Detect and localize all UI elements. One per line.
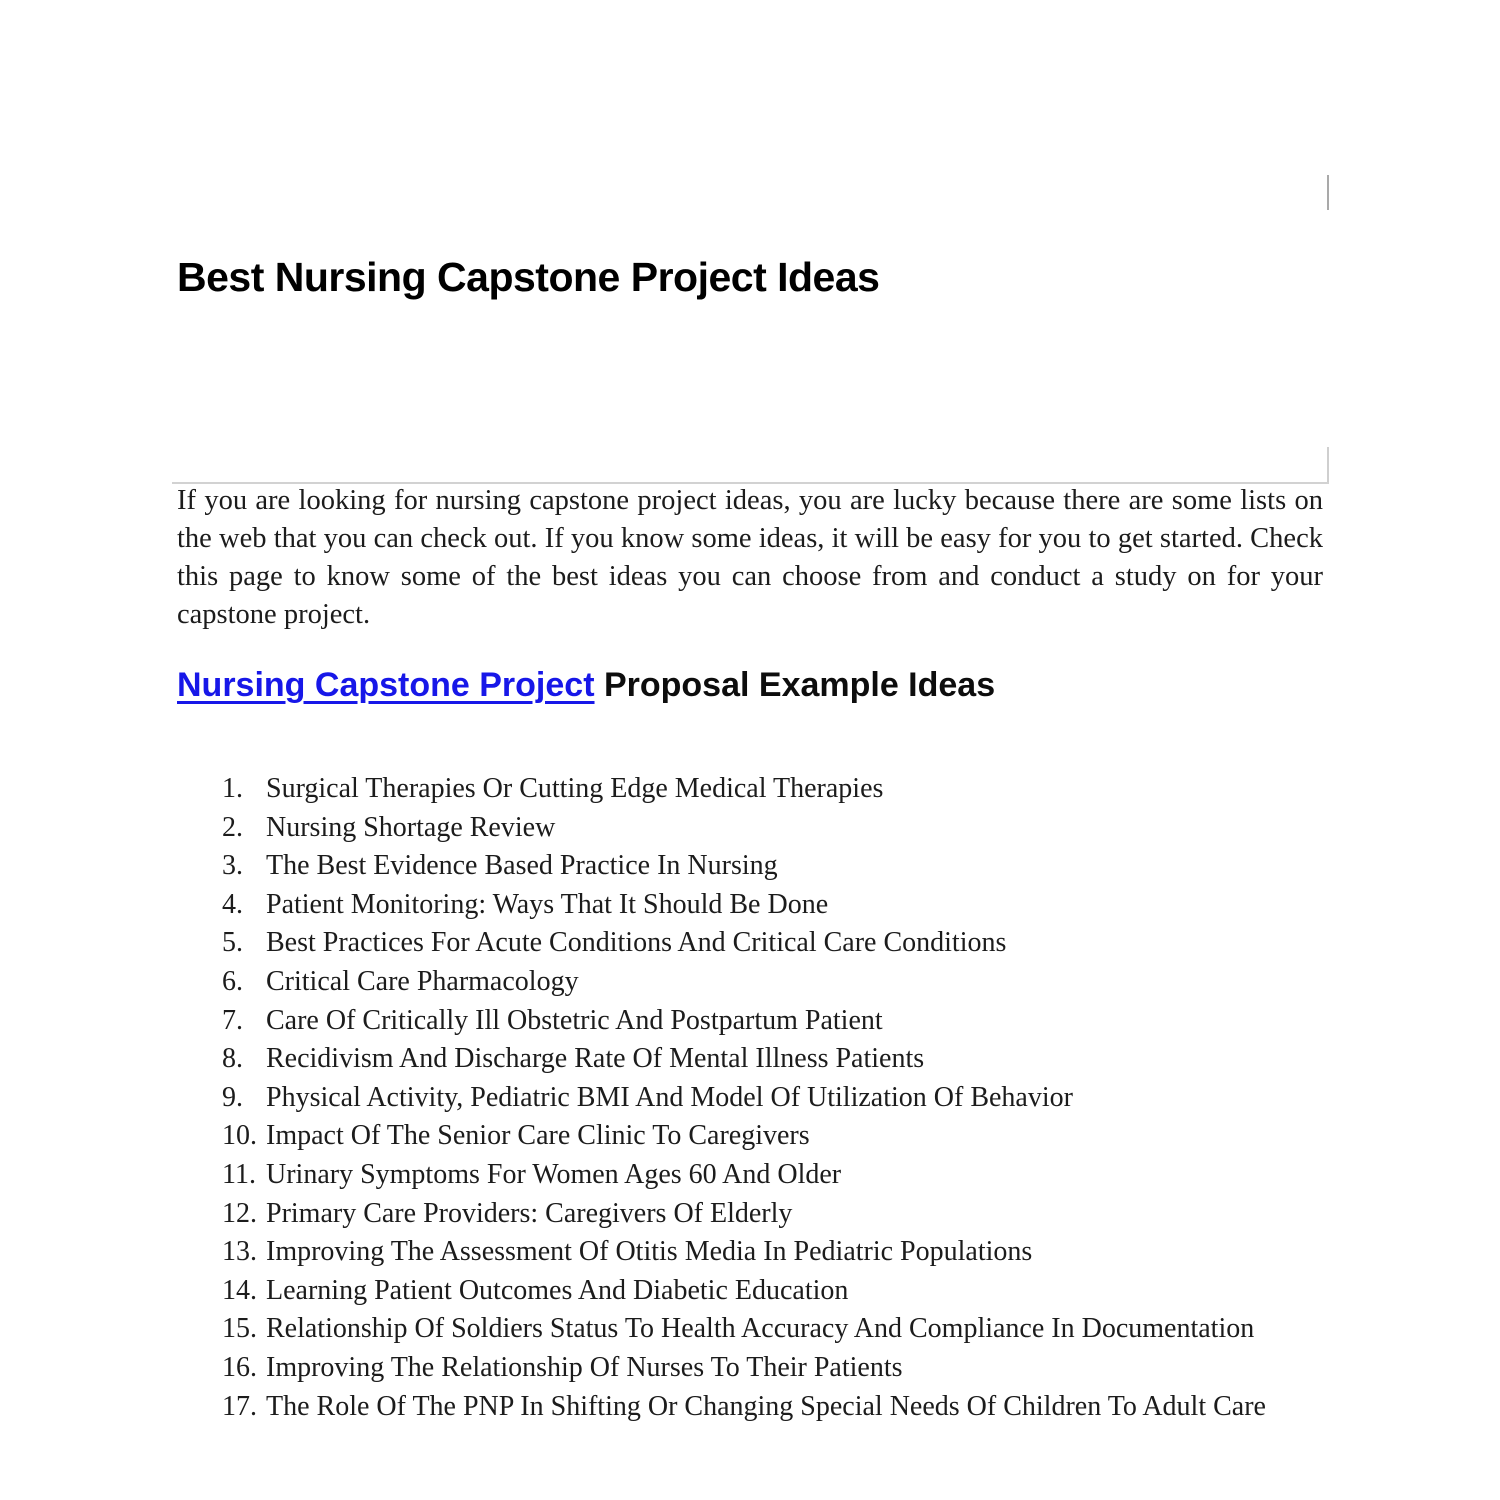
list-item	[177, 1156, 1323, 1195]
list-item	[177, 1195, 1323, 1234]
list-item-text: Care Of Critically Ill Obstetric And Postpartum Patient	[266, 1004, 883, 1036]
frame-artifact-vertical-line-top	[1327, 175, 1329, 210]
list-item	[177, 770, 1323, 809]
list-item-text: Learning Patient Outcomes And Diabetic Education	[266, 1274, 849, 1306]
list-item-text: The Role Of The PNP In Shifting Or Changing Special Needs Of Children To Adult Care	[266, 1390, 1266, 1422]
list-item-number: 12.	[222, 1197, 257, 1229]
list-item	[177, 1233, 1323, 1272]
idea-list	[177, 770, 1323, 1426]
list-item-text: The Best Evidence Based Practice In Nursing	[266, 850, 778, 882]
list-item-text: Impact Of The Senior Care Clinic To Caregivers	[266, 1120, 810, 1152]
list-item	[177, 1349, 1323, 1388]
list-item-number: 15.	[222, 1313, 257, 1345]
list-item-text: Surgical Therapies Or Cutting Edge Medical Therapies	[266, 773, 884, 804]
list-item-text: Patient Monitoring: Ways That It Should Be Done	[266, 888, 829, 920]
list-item-number: 13.	[222, 1236, 257, 1268]
frame-artifact-vertical-line	[1327, 447, 1329, 484]
intro-paragraph: If you are looking for nursing capstone project ideas, you are lucky because there are some lists on the web that you can check out. If you know some ideas, it will be easy for you to get started. Check this page to know some of the best ideas you can choose from and conduct a study on for your capstone project.	[177, 485, 1323, 630]
list-item-number: 5.	[222, 927, 243, 959]
section-heading-rest: Proposal Example Ideas	[594, 666, 996, 704]
list-item	[177, 1310, 1323, 1349]
list-item-number: 11.	[222, 1158, 256, 1190]
list-item-number: 10.	[222, 1120, 257, 1152]
list-item	[177, 1272, 1323, 1311]
page-title: Best Nursing Capstone Project Ideas	[177, 254, 880, 300]
list-item	[177, 1079, 1323, 1118]
list-item	[177, 847, 1323, 886]
list-item	[177, 1002, 1323, 1041]
list-item-text: Relationship Of Soldiers Status To Health Accuracy And Compliance In Documentation	[266, 1313, 1255, 1345]
list-item	[177, 924, 1323, 963]
list-item	[177, 1117, 1323, 1156]
list-item-number: 16.	[222, 1351, 257, 1383]
list-item-number: 6.	[222, 965, 243, 997]
list-item-text: Recidivism And Discharge Rate Of Mental Illness Patients	[266, 1043, 925, 1075]
list-item-number: 8.	[222, 1043, 243, 1075]
list-item-text: Improving The Assessment Of Otitis Media In Pediatric Populations	[266, 1236, 1033, 1268]
list-item-number: 9.	[222, 1081, 243, 1113]
list-item-number: 7.	[222, 1004, 243, 1036]
list-item-number: 2.	[222, 811, 243, 843]
list-item-text: Physical Activity, Pediatric BMI And Model Of Utilization Of Behavior	[266, 1081, 1073, 1113]
nursing-capstone-project-link[interactable]: Nursing Capstone Project	[177, 666, 595, 704]
list-item	[177, 809, 1323, 848]
list-item-text: Urinary Symptoms For Women Ages 60 And Older	[266, 1158, 842, 1190]
list-item-text: Critical Care Pharmacology	[266, 965, 579, 997]
section-heading	[177, 666, 1323, 705]
list-item-text: Nursing Shortage Review	[266, 811, 556, 843]
list-item-number: 4.	[222, 888, 243, 920]
list-item-number: 1.	[222, 773, 243, 804]
list-item-text: Improving The Relationship Of Nurses To Their Patients	[266, 1351, 903, 1383]
list-item	[177, 963, 1323, 1002]
list-item-text: Best Practices For Acute Conditions And Critical Care Conditions	[266, 927, 1007, 959]
list-item	[177, 1388, 1323, 1427]
list-item	[177, 1040, 1323, 1079]
list-item	[177, 886, 1323, 925]
list-item-number: 17.	[222, 1390, 257, 1422]
list-item-text: Primary Care Providers: Caregivers Of Elderly	[266, 1197, 793, 1229]
list-item-number: 14.	[222, 1274, 257, 1306]
list-item-number: 3.	[222, 850, 243, 882]
